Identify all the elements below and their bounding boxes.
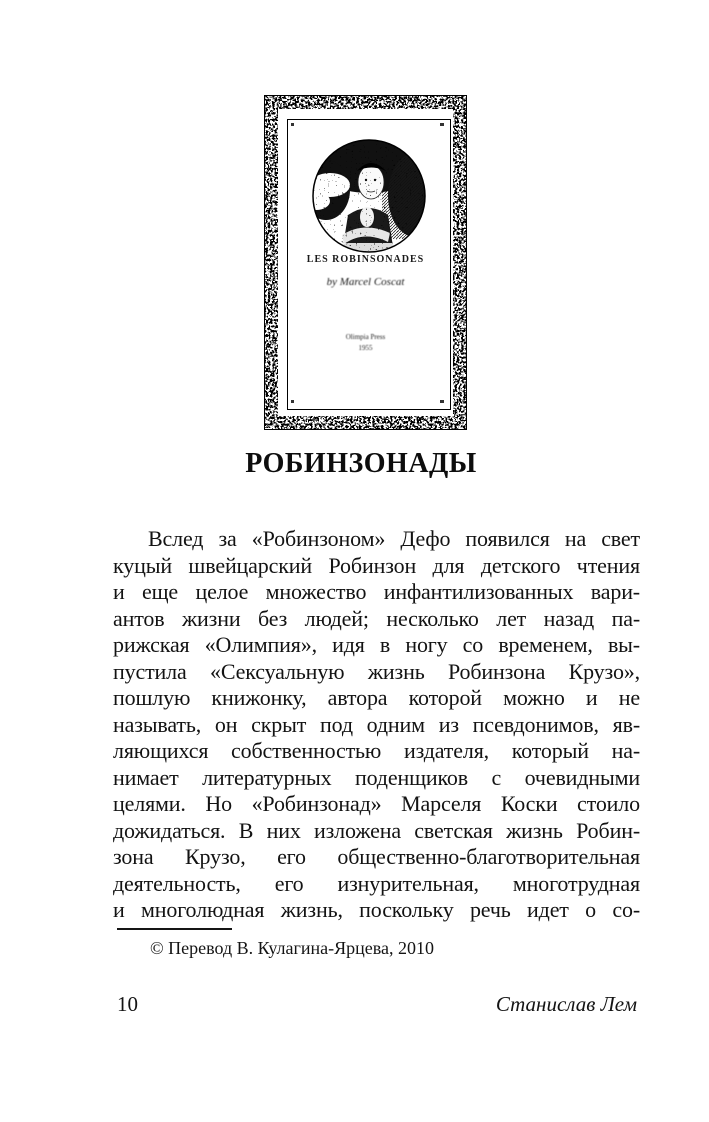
running-author: Станислав Лем	[495, 992, 637, 1016]
body-line: дожидаться. В них изложена светская жизнь Робин-	[113, 817, 640, 843]
body-line: пустила «Сексуальную жизнь Робинзона Крузо»,	[113, 658, 640, 684]
corner-ornament	[291, 123, 294, 126]
page-number: 10	[117, 992, 138, 1016]
body-paragraph	[113, 526, 640, 924]
cover-imprint-line1: Olimpia Press	[345, 333, 386, 341]
body-line: зона Крузо, его общественно-благотворительная	[113, 844, 640, 869]
body-line: и еще целое множество инфантилизованных вари-	[113, 579, 640, 604]
body-line: пошлую книжонку, автора которой можно и не	[113, 685, 640, 710]
body-line: куцый швейцарский Робинзон для детского чтения	[113, 552, 640, 578]
body-line: рижская «Олимпия», идя в ногу со временем, вы-	[113, 632, 640, 657]
body-line: антов жизни без людей; несколько лет назад па-	[113, 605, 640, 631]
frontispiece-plate	[264, 95, 467, 430]
cover-title: LES ROBINSONADES	[306, 254, 425, 265]
body-line: и многолюдная жизнь, поскольку речь идет о со-	[113, 897, 640, 922]
body-line: нимает литературных поденщиков с очевидными	[113, 764, 640, 790]
chapter-title: РОБИНЗОНАДЫ	[245, 448, 477, 479]
cover-byline: by Marcel Coscat	[326, 276, 405, 288]
body-line: ляющихся собственностью издателя, который на-	[113, 738, 640, 763]
body-line: деятельность, его изнурительная, многотрудная	[113, 870, 640, 896]
cover-imprint-line2: 1955	[358, 344, 373, 352]
footnote-text: © Перевод В. Кулагина-Ярцева, 2010	[150, 938, 435, 958]
body-line: Вслед за «Робинзоном» Дефо появился на свет	[148, 526, 640, 551]
corner-ornament	[440, 400, 444, 403]
body-line: целями. Но «Робинзонад» Марселя Коски стоило	[113, 791, 640, 816]
body-line: называть, он скрыт под одним из псевдонимов, яв-	[113, 711, 640, 737]
corner-ornament	[291, 400, 294, 403]
footnote-rule	[117, 928, 232, 930]
corner-ornament	[440, 123, 444, 126]
